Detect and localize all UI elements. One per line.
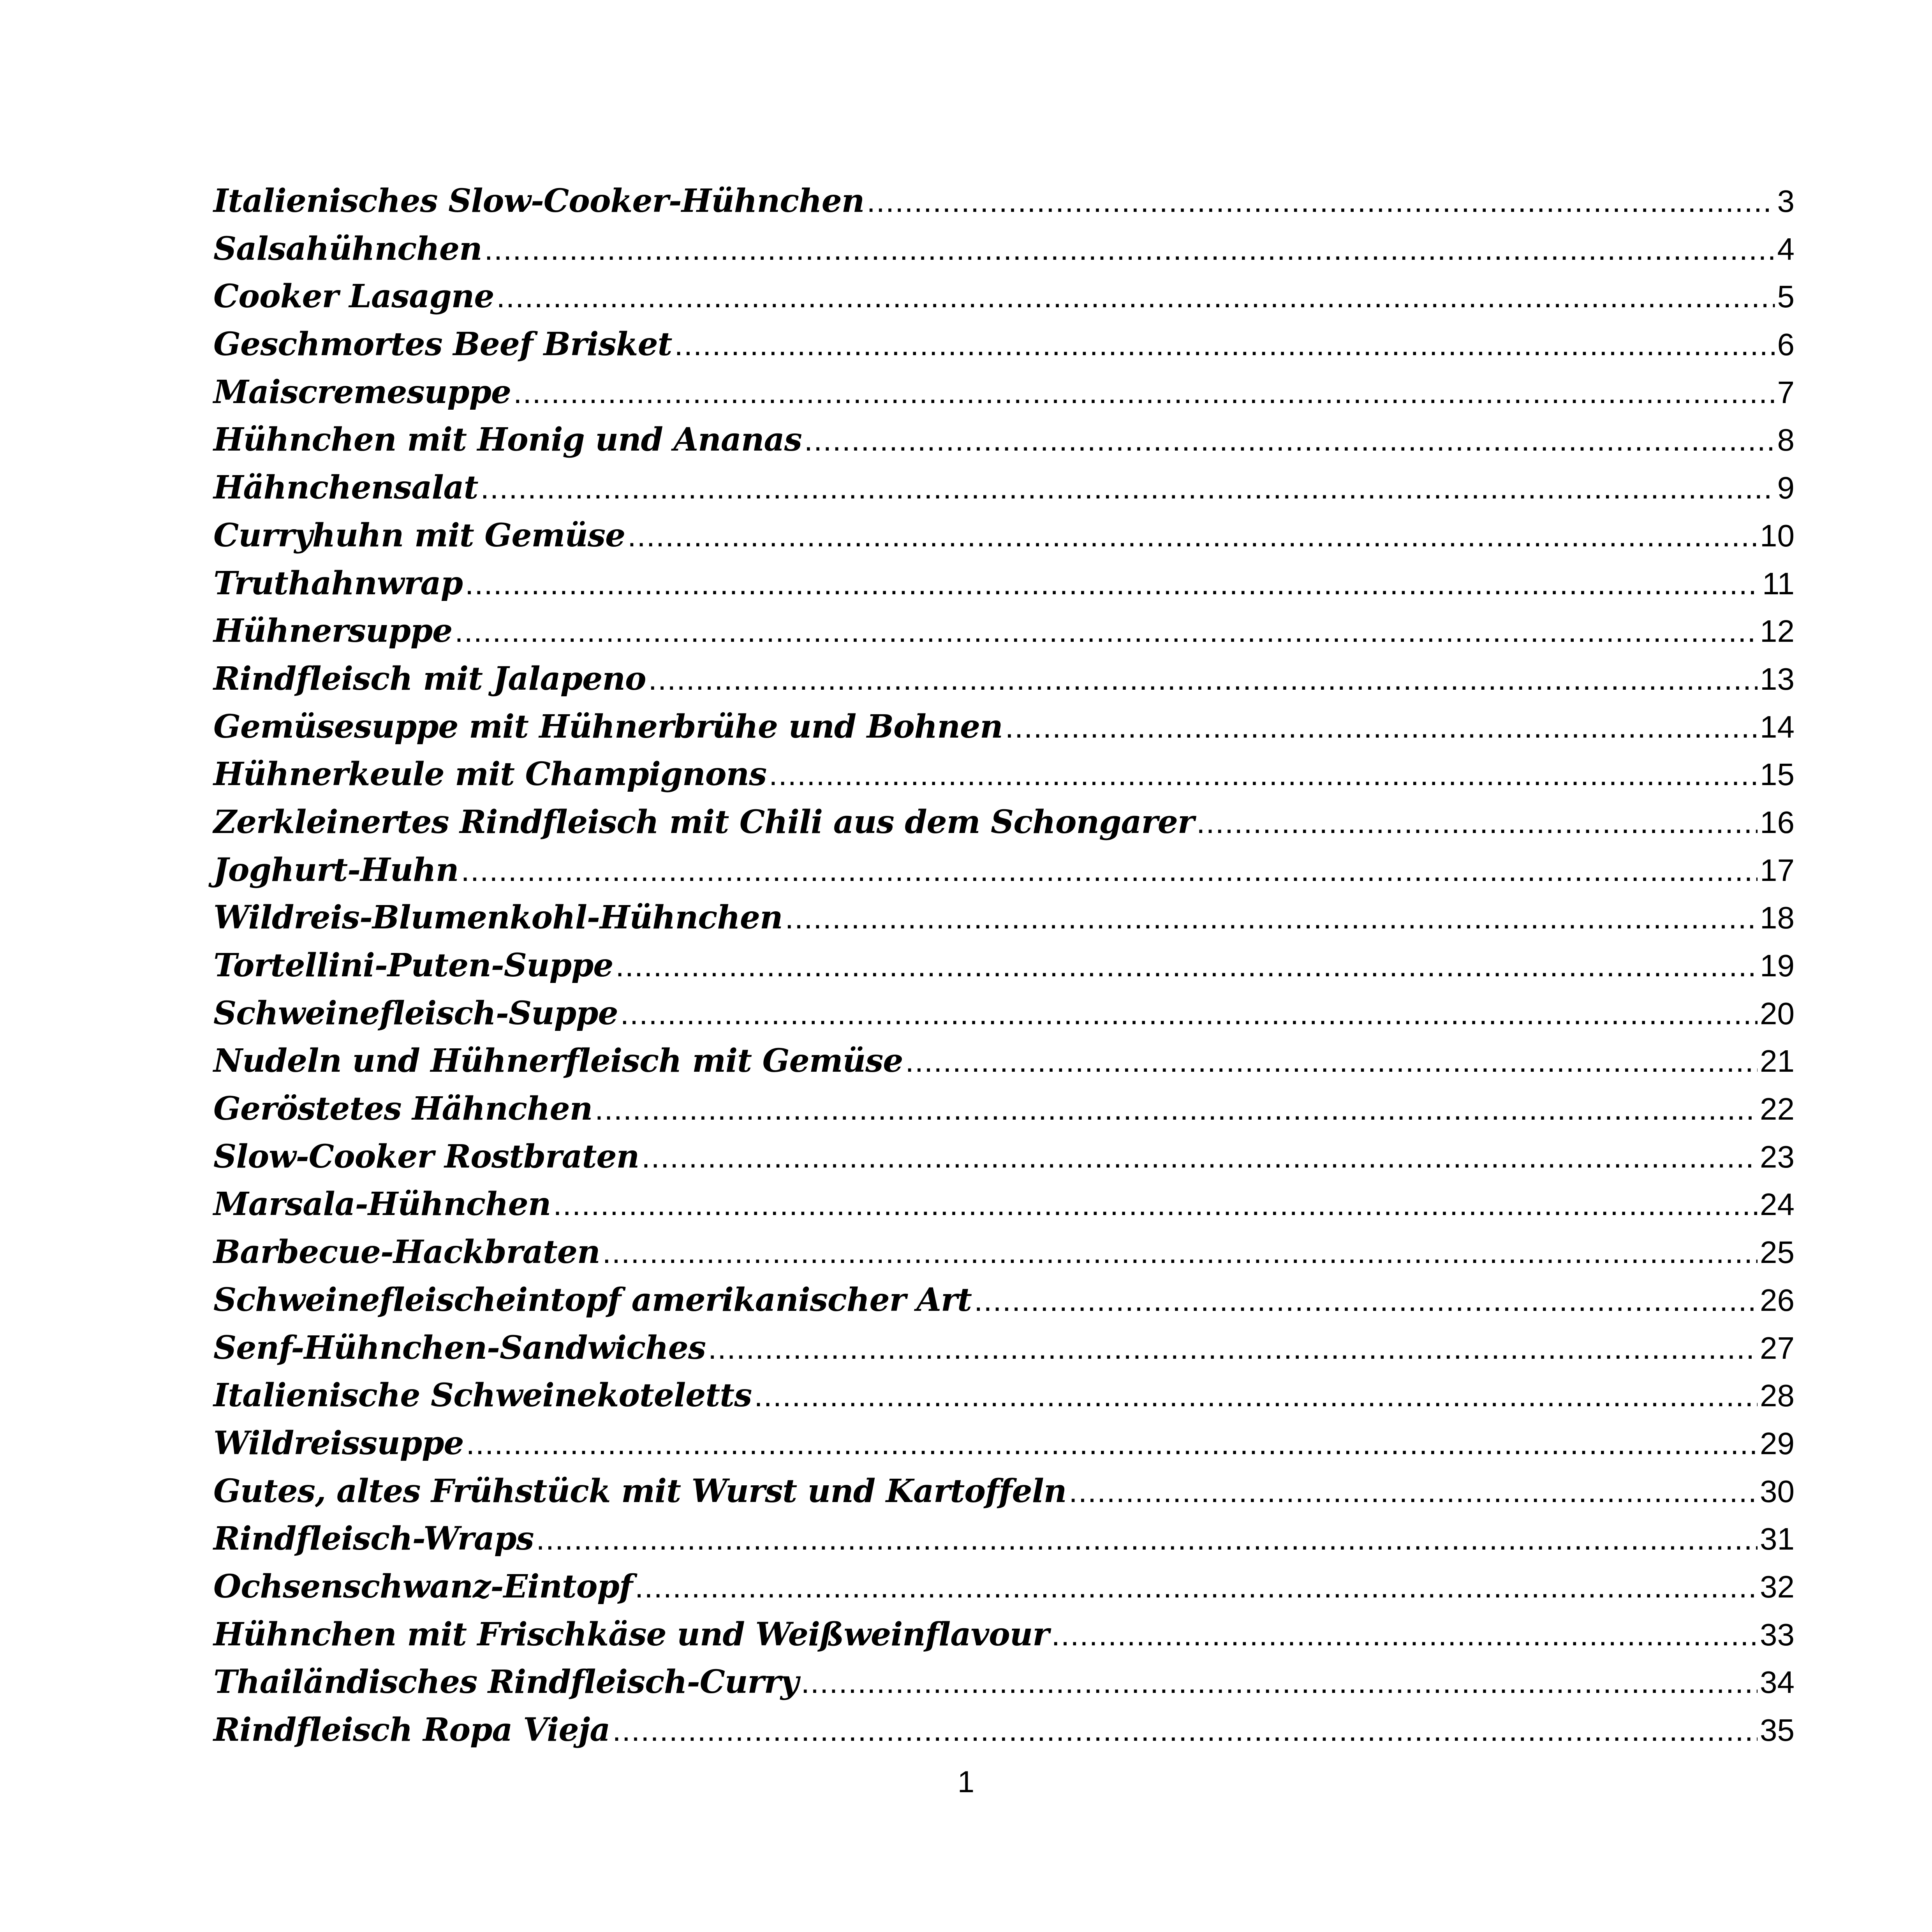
toc-dot-leader <box>1051 1617 1758 1653</box>
toc-entry-title[interactable]: Wildreis-Blumenkohl-Hühnchen <box>213 899 783 937</box>
toc-dot-leader <box>454 613 1758 649</box>
toc-entry-title[interactable]: Maiscremesuppe <box>213 373 511 411</box>
toc-entry-page-number[interactable]: 30 <box>1760 1474 1795 1509</box>
toc-entry-page-number[interactable]: 25 <box>1760 1235 1795 1270</box>
toc-entry-title[interactable]: Rindfleisch mit Jalapeno <box>213 660 646 697</box>
toc-entry-page-number[interactable]: 3 <box>1777 184 1795 218</box>
toc-entry-page-number[interactable]: 31 <box>1760 1522 1795 1557</box>
toc-dot-leader <box>635 1569 1758 1605</box>
toc-entry-title[interactable]: Rindfleisch Ropa Vieja <box>213 1711 610 1749</box>
toc-dot-leader <box>804 422 1775 458</box>
toc-dot-leader <box>627 518 1758 554</box>
toc-dot-leader <box>620 996 1758 1032</box>
toc-dot-leader <box>536 1521 1758 1557</box>
toc-dot-leader <box>801 1664 1758 1700</box>
toc-entry[interactable] <box>213 373 1795 421</box>
toc-entry[interactable] <box>213 612 1795 660</box>
toc-entry[interactable] <box>213 899 1795 947</box>
toc-entry-page-number[interactable]: 5 <box>1777 279 1795 314</box>
toc-entry-page-number[interactable]: 20 <box>1760 996 1795 1031</box>
toc-dot-leader <box>466 1426 1758 1462</box>
toc-dot-leader <box>497 279 1775 315</box>
toc-entry[interactable] <box>213 230 1795 278</box>
toc-entry-page-number[interactable]: 28 <box>1760 1378 1795 1413</box>
toc-dot-leader <box>615 948 1758 984</box>
toc-dot-leader <box>905 1043 1758 1079</box>
toc-entry-title[interactable]: Salsahühnchen <box>213 230 482 268</box>
toc-dot-leader <box>675 327 1775 363</box>
toc-entry-title[interactable]: Schweinefleischeintopf amerikanischer Art <box>213 1281 972 1319</box>
toc-entry-title[interactable]: Wildreissuppe <box>213 1424 464 1462</box>
toc-entry[interactable] <box>213 1377 1795 1425</box>
toc-dot-leader <box>553 1187 1758 1222</box>
toc-dot-leader <box>465 566 1760 602</box>
toc-entry-title[interactable]: Schweinefleisch-Suppe <box>213 994 618 1032</box>
toc-entry-page-number[interactable]: 13 <box>1760 661 1795 696</box>
toc-entry-page-number[interactable]: 32 <box>1760 1569 1795 1604</box>
toc-entry-title[interactable]: Senf-Hühnchen-Sandwiches <box>213 1329 706 1367</box>
toc-dot-leader <box>595 1091 1758 1127</box>
toc-entry[interactable] <box>213 1616 1795 1664</box>
toc-dot-leader <box>484 231 1775 267</box>
toc-entry-title[interactable]: Hühnersuppe <box>213 612 453 650</box>
toc-entry-title[interactable]: Slow-Cooker Rostbraten <box>213 1138 639 1175</box>
toc-entry[interactable] <box>213 1520 1795 1568</box>
toc-entry[interactable] <box>213 182 1795 230</box>
toc-dot-leader <box>754 1378 1758 1414</box>
toc-entry[interactable] <box>213 326 1795 373</box>
toc-dot-leader <box>641 1139 1758 1175</box>
toc-entry-title[interactable]: Gemüsesuppe mit Hühnerbrühe und Bohnen <box>213 708 1003 745</box>
toc-entry-page-number[interactable]: 15 <box>1760 757 1795 792</box>
toc-entry-title[interactable]: Hühnerkeule mit Champignons <box>213 756 767 793</box>
toc-entry-title[interactable]: Marsala-Hühnchen <box>213 1185 551 1223</box>
toc-entry[interactable] <box>213 1185 1795 1233</box>
toc-dot-leader <box>481 470 1775 506</box>
toc-entry[interactable] <box>213 517 1795 565</box>
toc-entry[interactable] <box>213 1233 1795 1281</box>
toc-entry-title[interactable]: Barbecue-Hackbraten <box>213 1233 600 1271</box>
toc-entry-title[interactable]: Italienisches Slow-Cooker-Hühnchen <box>213 182 865 220</box>
toc-entry[interactable] <box>213 278 1795 326</box>
toc-entry-title[interactable]: Hühnchen mit Honig und Ananas <box>213 421 802 459</box>
toc-entry-title[interactable]: Cooker Lasagne <box>213 278 494 315</box>
toc-dot-leader <box>1196 805 1758 840</box>
toc-entry-page-number[interactable]: 26 <box>1760 1282 1795 1317</box>
toc-dot-leader <box>602 1235 1758 1270</box>
toc-entry-title[interactable]: Hähnchensalat <box>213 469 478 507</box>
toc-entry[interactable] <box>213 1663 1795 1711</box>
toc-entry[interactable] <box>213 1090 1795 1138</box>
toc-entry-title[interactable]: Italienische Schweinekoteletts <box>213 1377 752 1414</box>
toc-entry-title[interactable]: Thailändisches Rindfleisch-Curry <box>213 1663 799 1701</box>
toc-dot-leader <box>513 375 1775 410</box>
toc-entry-page-number[interactable]: 35 <box>1760 1713 1795 1747</box>
toc-dot-leader <box>461 852 1758 888</box>
toc-dot-leader <box>648 661 1758 697</box>
toc-entry-title[interactable]: Rindfleisch-Wraps <box>213 1520 534 1558</box>
toc-entry-page-number[interactable]: 34 <box>1760 1665 1795 1700</box>
toc-entry-title[interactable]: Curryhuhn mit Gemüse <box>213 516 625 554</box>
toc-entry[interactable] <box>213 1329 1795 1377</box>
toc-dot-leader <box>1069 1474 1758 1509</box>
page-number: 1 <box>957 1765 975 1799</box>
toc-entry-page-number[interactable]: 16 <box>1760 805 1795 840</box>
toc-entry[interactable] <box>213 1568 1795 1616</box>
toc-entry-page-number[interactable]: 8 <box>1777 423 1795 458</box>
toc-entry[interactable] <box>213 1281 1795 1329</box>
toc-entry-page-number[interactable]: 10 <box>1760 518 1795 553</box>
toc-entry-page-number[interactable]: 23 <box>1760 1139 1795 1174</box>
toc-entry[interactable] <box>213 995 1795 1043</box>
toc-entry-page-number[interactable]: 12 <box>1760 614 1795 649</box>
toc-entry-page-number[interactable]: 17 <box>1760 852 1795 888</box>
toc-entry-page-number[interactable]: 24 <box>1760 1187 1795 1222</box>
toc-entry-title[interactable]: Gutes, altes Frühstück mit Wurst und Kartoffeln <box>213 1472 1067 1510</box>
toc-entry-page-number[interactable]: 33 <box>1760 1617 1795 1652</box>
toc-entry-title[interactable]: Geröstetes Hähnchen <box>213 1090 593 1128</box>
toc-entry[interactable] <box>213 851 1795 899</box>
toc-dot-leader <box>769 757 1758 793</box>
toc-entry[interactable] <box>213 1425 1795 1472</box>
toc-entry[interactable] <box>213 803 1795 851</box>
toc-dot-leader <box>612 1712 1758 1748</box>
toc-entry-title[interactable]: Joghurt-Huhn <box>213 851 459 889</box>
toc-entry-page-number[interactable]: 22 <box>1760 1092 1795 1127</box>
toc-entry[interactable] <box>213 947 1795 995</box>
toc-entry-title[interactable]: Geschmortes Beef Brisket <box>213 326 672 363</box>
toc-dot-leader <box>708 1330 1758 1366</box>
toc-entry-page-number[interactable]: 9 <box>1777 470 1795 505</box>
toc-entry-page-number[interactable]: 4 <box>1777 231 1795 266</box>
toc-dot-leader <box>974 1282 1758 1318</box>
toc-entry[interactable] <box>213 469 1795 517</box>
toc-entry-page-number[interactable]: 6 <box>1777 327 1795 362</box>
toc-entry[interactable] <box>213 756 1795 803</box>
toc-entry-page-number[interactable]: 11 <box>1762 566 1795 601</box>
toc-entry-title[interactable]: Truthahnwrap <box>213 564 463 602</box>
toc-entry-title[interactable]: Nudeln und Hühnerfleisch mit Gemüse <box>213 1042 903 1080</box>
toc-entry-title[interactable]: Hühnchen mit Frischkäse und Weißweinflavour <box>213 1615 1049 1653</box>
toc-entry-title[interactable]: Ochsenschwanz-Eintopf <box>213 1567 633 1605</box>
toc-entry-page-number[interactable]: 19 <box>1760 948 1795 983</box>
toc-entry[interactable] <box>213 1472 1795 1520</box>
toc-entry-page-number[interactable]: 21 <box>1760 1044 1795 1079</box>
toc-dot-leader <box>1005 709 1758 745</box>
toc-entry[interactable] <box>213 565 1795 613</box>
toc-entry[interactable] <box>213 1138 1795 1186</box>
toc-entry[interactable] <box>213 708 1795 756</box>
toc-dot-leader <box>785 900 1758 936</box>
toc-entry-page-number[interactable]: 29 <box>1760 1426 1795 1461</box>
toc-dot-leader <box>866 183 1775 219</box>
toc-entry-page-number[interactable]: 27 <box>1760 1330 1795 1365</box>
toc-entry[interactable] <box>213 660 1795 708</box>
toc-entry[interactable] <box>213 1042 1795 1090</box>
toc-entry-title[interactable]: Zerkleinertes Rindfleisch mit Chili aus dem Schongarer <box>213 803 1194 841</box>
toc-entry-page-number[interactable]: 18 <box>1760 900 1795 935</box>
toc-entry-page-number[interactable]: 7 <box>1777 375 1795 410</box>
toc-entry[interactable] <box>213 421 1795 469</box>
toc-entry-title[interactable]: Tortellini-Puten-Suppe <box>213 947 613 984</box>
table-of-contents <box>213 182 1795 1759</box>
toc-entry[interactable] <box>213 1711 1795 1759</box>
toc-entry-page-number[interactable]: 14 <box>1760 709 1795 744</box>
